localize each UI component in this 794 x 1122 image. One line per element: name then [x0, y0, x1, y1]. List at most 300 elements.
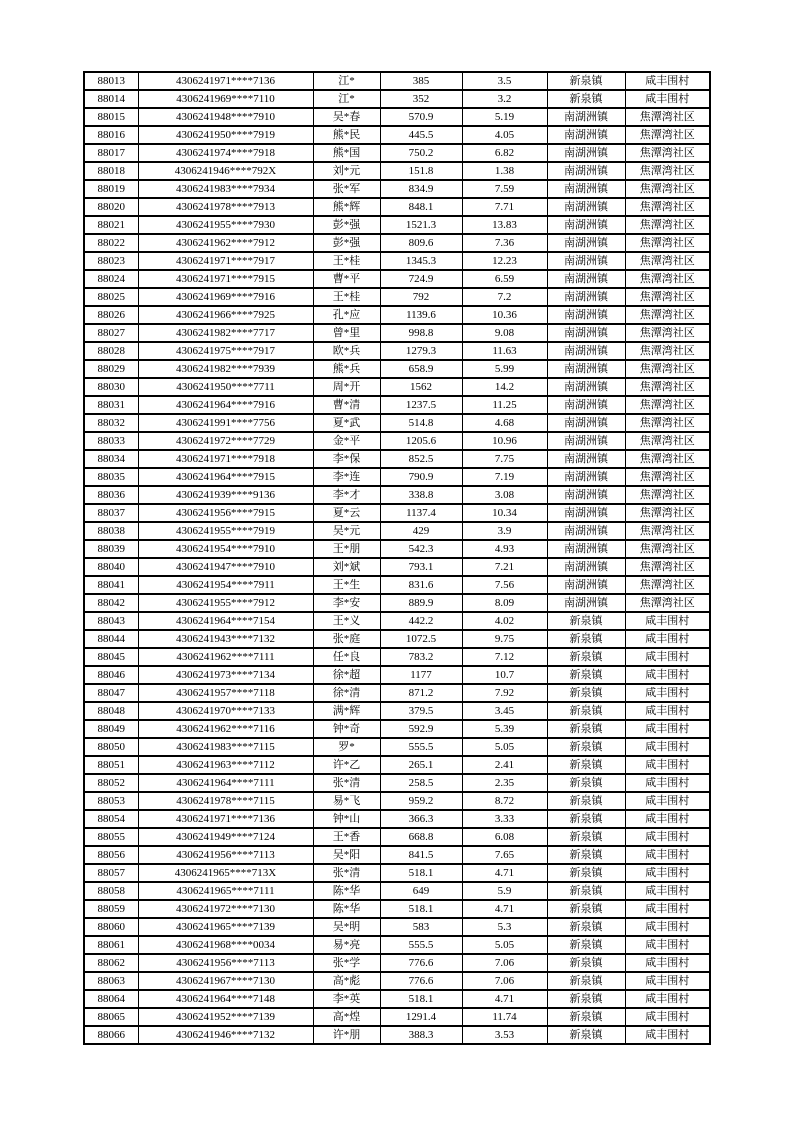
cell-secondary-amount: 12.23 — [462, 252, 547, 270]
cell-secondary-amount: 4.71 — [462, 864, 547, 882]
cell-masked-name: 刘*斌 — [313, 558, 380, 576]
cell-amount: 848.1 — [380, 198, 462, 216]
table-row — [84, 774, 710, 792]
cell-masked-id-number: 4306241971****7915 — [138, 270, 313, 288]
table-row — [84, 1008, 710, 1026]
table-row — [84, 648, 710, 666]
cell-masked-name: 钟*奇 — [313, 720, 380, 738]
cell-serial-number: 88030 — [84, 378, 138, 396]
table-row — [84, 108, 710, 126]
cell-masked-id-number: 4306241966****7925 — [138, 306, 313, 324]
cell-masked-id-number: 4306241956****7113 — [138, 846, 313, 864]
cell-secondary-amount: 4.05 — [462, 126, 547, 144]
cell-serial-number: 88036 — [84, 486, 138, 504]
cell-amount: 1279.3 — [380, 342, 462, 360]
cell-town: 南湖洲镇 — [547, 216, 625, 234]
cell-town: 新泉镇 — [547, 972, 625, 990]
cell-masked-id-number: 4306241950****7919 — [138, 126, 313, 144]
cell-secondary-amount: 10.34 — [462, 504, 547, 522]
table-row — [84, 162, 710, 180]
cell-masked-id-number: 4306241968****0034 — [138, 936, 313, 954]
cell-amount: 998.8 — [380, 324, 462, 342]
cell-masked-id-number: 4306241971****7917 — [138, 252, 313, 270]
cell-serial-number: 88062 — [84, 954, 138, 972]
cell-village: 咸丰围村 — [625, 630, 710, 648]
cell-secondary-amount: 4.02 — [462, 612, 547, 630]
cell-village: 焦潭湾社区 — [625, 324, 710, 342]
cell-masked-id-number: 4306241946****7132 — [138, 1026, 313, 1044]
cell-secondary-amount: 7.56 — [462, 576, 547, 594]
cell-secondary-amount: 6.82 — [462, 144, 547, 162]
cell-village: 咸丰围村 — [625, 954, 710, 972]
cell-village: 咸丰围村 — [625, 828, 710, 846]
cell-secondary-amount: 6.59 — [462, 270, 547, 288]
cell-village: 焦潭湾社区 — [625, 126, 710, 144]
cell-amount: 442.2 — [380, 612, 462, 630]
cell-village: 咸丰围村 — [625, 972, 710, 990]
cell-secondary-amount: 3.5 — [462, 72, 547, 90]
table-row — [84, 882, 710, 900]
cell-town: 新泉镇 — [547, 1008, 625, 1026]
table-row — [84, 180, 710, 198]
cell-village: 焦潭湾社区 — [625, 252, 710, 270]
cell-masked-id-number: 4306241962****7111 — [138, 648, 313, 666]
cell-amount: 776.6 — [380, 972, 462, 990]
cell-village: 咸丰围村 — [625, 684, 710, 702]
cell-masked-name: 吴*明 — [313, 918, 380, 936]
cell-masked-name: 张*清 — [313, 864, 380, 882]
cell-town: 新泉镇 — [547, 900, 625, 918]
cell-amount: 1345.3 — [380, 252, 462, 270]
cell-secondary-amount: 4.71 — [462, 990, 547, 1008]
cell-amount: 555.5 — [380, 738, 462, 756]
cell-serial-number: 88025 — [84, 288, 138, 306]
cell-amount: 542.3 — [380, 540, 462, 558]
cell-serial-number: 88044 — [84, 630, 138, 648]
cell-amount: 1291.4 — [380, 1008, 462, 1026]
cell-masked-name: 张*学 — [313, 954, 380, 972]
cell-masked-id-number: 4306241955****7919 — [138, 522, 313, 540]
cell-town: 新泉镇 — [547, 612, 625, 630]
cell-masked-name: 周*开 — [313, 378, 380, 396]
cell-town: 新泉镇 — [547, 756, 625, 774]
cell-masked-name: 李*连 — [313, 468, 380, 486]
cell-secondary-amount: 13.83 — [462, 216, 547, 234]
cell-secondary-amount: 4.71 — [462, 900, 547, 918]
cell-serial-number: 88053 — [84, 792, 138, 810]
cell-masked-name: 夏*武 — [313, 414, 380, 432]
table-row — [84, 450, 710, 468]
cell-masked-name: 欧*兵 — [313, 342, 380, 360]
cell-village: 焦潭湾社区 — [625, 450, 710, 468]
cell-town: 南湖洲镇 — [547, 288, 625, 306]
cell-town: 新泉镇 — [547, 990, 625, 1008]
cell-town: 新泉镇 — [547, 738, 625, 756]
cell-serial-number: 88029 — [84, 360, 138, 378]
cell-serial-number: 88049 — [84, 720, 138, 738]
cell-masked-id-number: 4306241954****7910 — [138, 540, 313, 558]
cell-masked-name: 金*平 — [313, 432, 380, 450]
cell-town: 南湖洲镇 — [547, 378, 625, 396]
table-row — [84, 990, 710, 1008]
table-row — [84, 666, 710, 684]
cell-masked-id-number: 4306241972****7130 — [138, 900, 313, 918]
cell-serial-number: 88066 — [84, 1026, 138, 1044]
cell-amount: 151.8 — [380, 162, 462, 180]
table-row — [84, 504, 710, 522]
table-row — [84, 900, 710, 918]
cell-masked-name: 孔*应 — [313, 306, 380, 324]
cell-masked-name: 曹*清 — [313, 396, 380, 414]
cell-masked-name: 王*生 — [313, 576, 380, 594]
cell-secondary-amount: 7.06 — [462, 954, 547, 972]
cell-amount: 388.3 — [380, 1026, 462, 1044]
cell-village: 焦潭湾社区 — [625, 504, 710, 522]
cell-masked-id-number: 4306241964****7916 — [138, 396, 313, 414]
cell-secondary-amount: 5.99 — [462, 360, 547, 378]
cell-masked-name: 熊*兵 — [313, 360, 380, 378]
cell-serial-number: 88014 — [84, 90, 138, 108]
cell-village: 咸丰围村 — [625, 774, 710, 792]
cell-village: 咸丰围村 — [625, 702, 710, 720]
cell-town: 南湖洲镇 — [547, 504, 625, 522]
cell-village: 焦潭湾社区 — [625, 576, 710, 594]
cell-town: 新泉镇 — [547, 828, 625, 846]
cell-masked-name: 熊*民 — [313, 126, 380, 144]
cell-masked-name: 王*香 — [313, 828, 380, 846]
cell-masked-id-number: 4306241948****7910 — [138, 108, 313, 126]
table-row — [84, 360, 710, 378]
cell-masked-name: 熊*辉 — [313, 198, 380, 216]
cell-village: 焦潭湾社区 — [625, 216, 710, 234]
cell-masked-name: 熊*国 — [313, 144, 380, 162]
cell-secondary-amount: 9.08 — [462, 324, 547, 342]
cell-town: 新泉镇 — [547, 1026, 625, 1044]
cell-masked-id-number: 4306241991****7756 — [138, 414, 313, 432]
cell-village: 焦潭湾社区 — [625, 360, 710, 378]
cell-amount: 889.9 — [380, 594, 462, 612]
cell-village: 焦潭湾社区 — [625, 180, 710, 198]
cell-amount: 783.2 — [380, 648, 462, 666]
cell-serial-number: 88022 — [84, 234, 138, 252]
cell-secondary-amount: 4.93 — [462, 540, 547, 558]
cell-masked-id-number: 4306241969****7916 — [138, 288, 313, 306]
cell-masked-name: 易*亮 — [313, 936, 380, 954]
cell-amount: 649 — [380, 882, 462, 900]
cell-serial-number: 88013 — [84, 72, 138, 90]
cell-serial-number: 88060 — [84, 918, 138, 936]
cell-masked-name: 李*安 — [313, 594, 380, 612]
cell-amount: 258.5 — [380, 774, 462, 792]
cell-masked-id-number: 4306241983****7934 — [138, 180, 313, 198]
table-row — [84, 936, 710, 954]
cell-amount: 792 — [380, 288, 462, 306]
cell-masked-name: 王*朋 — [313, 540, 380, 558]
cell-serial-number: 88041 — [84, 576, 138, 594]
cell-serial-number: 88059 — [84, 900, 138, 918]
cell-secondary-amount: 2.41 — [462, 756, 547, 774]
cell-masked-id-number: 4306241965****713X — [138, 864, 313, 882]
cell-village: 焦潭湾社区 — [625, 414, 710, 432]
cell-amount: 959.2 — [380, 792, 462, 810]
cell-masked-id-number: 4306241950****7711 — [138, 378, 313, 396]
cell-masked-name: 罗* — [313, 738, 380, 756]
cell-town: 新泉镇 — [547, 684, 625, 702]
cell-village: 咸丰围村 — [625, 738, 710, 756]
cell-village: 焦潭湾社区 — [625, 486, 710, 504]
cell-serial-number: 88064 — [84, 990, 138, 1008]
cell-town: 南湖洲镇 — [547, 342, 625, 360]
cell-amount: 555.5 — [380, 936, 462, 954]
cell-amount: 518.1 — [380, 900, 462, 918]
cell-masked-name: 易*飞 — [313, 792, 380, 810]
cell-village: 咸丰围村 — [625, 756, 710, 774]
cell-secondary-amount: 7.92 — [462, 684, 547, 702]
cell-village: 焦潭湾社区 — [625, 432, 710, 450]
cell-serial-number: 88032 — [84, 414, 138, 432]
cell-serial-number: 88028 — [84, 342, 138, 360]
cell-masked-name: 刘*元 — [313, 162, 380, 180]
cell-town: 新泉镇 — [547, 846, 625, 864]
table-row — [84, 486, 710, 504]
cell-town: 南湖洲镇 — [547, 414, 625, 432]
table-row — [84, 738, 710, 756]
cell-serial-number: 88016 — [84, 126, 138, 144]
table-row — [84, 792, 710, 810]
cell-amount: 570.9 — [380, 108, 462, 126]
cell-amount: 514.8 — [380, 414, 462, 432]
cell-town: 南湖洲镇 — [547, 432, 625, 450]
cell-masked-name: 徐*清 — [313, 684, 380, 702]
cell-serial-number: 88061 — [84, 936, 138, 954]
cell-town: 新泉镇 — [547, 918, 625, 936]
cell-masked-id-number: 4306241957****7118 — [138, 684, 313, 702]
cell-village: 咸丰围村 — [625, 1008, 710, 1026]
cell-amount: 852.5 — [380, 450, 462, 468]
table-row — [84, 558, 710, 576]
cell-amount: 338.8 — [380, 486, 462, 504]
cell-masked-id-number: 4306241972****7729 — [138, 432, 313, 450]
cell-serial-number: 88035 — [84, 468, 138, 486]
cell-amount: 1521.3 — [380, 216, 462, 234]
table-row — [84, 972, 710, 990]
cell-serial-number: 88058 — [84, 882, 138, 900]
cell-village: 咸丰围村 — [625, 918, 710, 936]
table-row — [84, 702, 710, 720]
cell-town: 新泉镇 — [547, 954, 625, 972]
cell-town: 新泉镇 — [547, 72, 625, 90]
cell-village: 焦潭湾社区 — [625, 594, 710, 612]
cell-village: 焦潭湾社区 — [625, 378, 710, 396]
cell-secondary-amount: 5.05 — [462, 936, 547, 954]
cell-amount: 841.5 — [380, 846, 462, 864]
cell-village: 焦潭湾社区 — [625, 162, 710, 180]
cell-serial-number: 88017 — [84, 144, 138, 162]
cell-town: 南湖洲镇 — [547, 396, 625, 414]
cell-amount: 379.5 — [380, 702, 462, 720]
cell-serial-number: 88037 — [84, 504, 138, 522]
cell-amount: 750.2 — [380, 144, 462, 162]
table-row — [84, 216, 710, 234]
cell-masked-id-number: 4306241982****7939 — [138, 360, 313, 378]
cell-amount: 776.6 — [380, 954, 462, 972]
cell-masked-name: 张*军 — [313, 180, 380, 198]
table-row — [84, 522, 710, 540]
cell-serial-number: 88057 — [84, 864, 138, 882]
cell-village: 咸丰围村 — [625, 864, 710, 882]
table-row — [84, 954, 710, 972]
cell-town: 南湖洲镇 — [547, 198, 625, 216]
cell-town: 南湖洲镇 — [547, 108, 625, 126]
table-row — [84, 828, 710, 846]
table-row — [84, 378, 710, 396]
cell-village: 焦潭湾社区 — [625, 306, 710, 324]
cell-amount: 1177 — [380, 666, 462, 684]
cell-village: 焦潭湾社区 — [625, 468, 710, 486]
cell-village: 焦潭湾社区 — [625, 342, 710, 360]
cell-village: 咸丰围村 — [625, 900, 710, 918]
cell-masked-name: 彭*强 — [313, 234, 380, 252]
cell-masked-id-number: 4306241954****7911 — [138, 576, 313, 594]
cell-masked-id-number: 4306241965****7111 — [138, 882, 313, 900]
cell-secondary-amount: 8.09 — [462, 594, 547, 612]
cell-serial-number: 88039 — [84, 540, 138, 558]
cell-secondary-amount: 3.2 — [462, 90, 547, 108]
cell-masked-name: 陈*华 — [313, 900, 380, 918]
cell-masked-name: 张*庭 — [313, 630, 380, 648]
cell-masked-name: 江* — [313, 72, 380, 90]
cell-village: 焦潭湾社区 — [625, 144, 710, 162]
table-row — [84, 918, 710, 936]
cell-masked-id-number: 4306241964****7111 — [138, 774, 313, 792]
cell-masked-id-number: 4306241973****7134 — [138, 666, 313, 684]
cell-masked-id-number: 4306241962****7116 — [138, 720, 313, 738]
cell-town: 新泉镇 — [547, 720, 625, 738]
cell-masked-id-number: 4306241949****7124 — [138, 828, 313, 846]
cell-town: 南湖洲镇 — [547, 576, 625, 594]
cell-secondary-amount: 5.3 — [462, 918, 547, 936]
cell-masked-name: 李*保 — [313, 450, 380, 468]
cell-amount: 1137.4 — [380, 504, 462, 522]
cell-masked-id-number: 4306241962****7912 — [138, 234, 313, 252]
cell-village: 咸丰围村 — [625, 810, 710, 828]
cell-village: 咸丰围村 — [625, 72, 710, 90]
cell-serial-number: 88038 — [84, 522, 138, 540]
cell-village: 焦潭湾社区 — [625, 288, 710, 306]
cell-town: 南湖洲镇 — [547, 252, 625, 270]
cell-town: 新泉镇 — [547, 936, 625, 954]
cell-town: 南湖洲镇 — [547, 234, 625, 252]
cell-secondary-amount: 14.2 — [462, 378, 547, 396]
cell-secondary-amount: 4.68 — [462, 414, 547, 432]
cell-secondary-amount: 7.59 — [462, 180, 547, 198]
cell-amount: 366.3 — [380, 810, 462, 828]
table-row — [84, 396, 710, 414]
cell-secondary-amount: 10.96 — [462, 432, 547, 450]
cell-serial-number: 88056 — [84, 846, 138, 864]
cell-town: 新泉镇 — [547, 648, 625, 666]
cell-town: 新泉镇 — [547, 882, 625, 900]
cell-secondary-amount: 7.75 — [462, 450, 547, 468]
table-row — [84, 630, 710, 648]
cell-amount: 1205.6 — [380, 432, 462, 450]
table-row — [84, 252, 710, 270]
cell-serial-number: 88023 — [84, 252, 138, 270]
cell-town: 新泉镇 — [547, 630, 625, 648]
cell-masked-id-number: 4306241963****7112 — [138, 756, 313, 774]
cell-secondary-amount: 5.39 — [462, 720, 547, 738]
cell-amount: 668.8 — [380, 828, 462, 846]
table-row — [84, 720, 710, 738]
cell-secondary-amount: 3.33 — [462, 810, 547, 828]
cell-masked-name: 王*桂 — [313, 288, 380, 306]
cell-serial-number: 88033 — [84, 432, 138, 450]
cell-amount: 518.1 — [380, 990, 462, 1008]
cell-village: 咸丰围村 — [625, 648, 710, 666]
cell-town: 南湖洲镇 — [547, 126, 625, 144]
table-row — [84, 432, 710, 450]
cell-masked-name: 吴*阳 — [313, 846, 380, 864]
cell-masked-name: 李*才 — [313, 486, 380, 504]
table-row — [84, 324, 710, 342]
cell-serial-number: 88026 — [84, 306, 138, 324]
cell-masked-id-number: 4306241946****792X — [138, 162, 313, 180]
cell-secondary-amount: 2.35 — [462, 774, 547, 792]
cell-secondary-amount: 3.53 — [462, 1026, 547, 1044]
cell-amount: 1072.5 — [380, 630, 462, 648]
cell-town: 南湖洲镇 — [547, 522, 625, 540]
cell-serial-number: 88051 — [84, 756, 138, 774]
table-row — [84, 234, 710, 252]
cell-amount: 445.5 — [380, 126, 462, 144]
cell-masked-name: 高*煌 — [313, 1008, 380, 1026]
cell-masked-id-number: 4306241952****7139 — [138, 1008, 313, 1026]
cell-town: 南湖洲镇 — [547, 144, 625, 162]
cell-secondary-amount: 11.74 — [462, 1008, 547, 1026]
cell-secondary-amount: 11.25 — [462, 396, 547, 414]
cell-amount: 790.9 — [380, 468, 462, 486]
cell-town: 南湖洲镇 — [547, 468, 625, 486]
cell-serial-number: 88024 — [84, 270, 138, 288]
cell-town: 南湖洲镇 — [547, 450, 625, 468]
cell-masked-id-number: 4306241955****7930 — [138, 216, 313, 234]
cell-masked-name: 江* — [313, 90, 380, 108]
cell-secondary-amount: 7.21 — [462, 558, 547, 576]
cell-amount: 583 — [380, 918, 462, 936]
cell-masked-name: 夏*云 — [313, 504, 380, 522]
cell-secondary-amount: 3.9 — [462, 522, 547, 540]
records-table — [83, 71, 711, 1045]
cell-serial-number: 88045 — [84, 648, 138, 666]
cell-serial-number: 88031 — [84, 396, 138, 414]
cell-village: 咸丰围村 — [625, 846, 710, 864]
cell-secondary-amount: 8.72 — [462, 792, 547, 810]
cell-town: 新泉镇 — [547, 774, 625, 792]
cell-secondary-amount: 10.7 — [462, 666, 547, 684]
table-row — [84, 72, 710, 90]
table-row — [84, 126, 710, 144]
cell-village: 咸丰围村 — [625, 612, 710, 630]
table-row — [84, 684, 710, 702]
cell-serial-number: 88015 — [84, 108, 138, 126]
cell-amount: 1139.6 — [380, 306, 462, 324]
cell-masked-id-number: 4306241964****7154 — [138, 612, 313, 630]
cell-secondary-amount: 7.65 — [462, 846, 547, 864]
cell-masked-name: 吴*春 — [313, 108, 380, 126]
cell-masked-name: 满*辉 — [313, 702, 380, 720]
cell-secondary-amount: 7.06 — [462, 972, 547, 990]
cell-village: 焦潭湾社区 — [625, 396, 710, 414]
